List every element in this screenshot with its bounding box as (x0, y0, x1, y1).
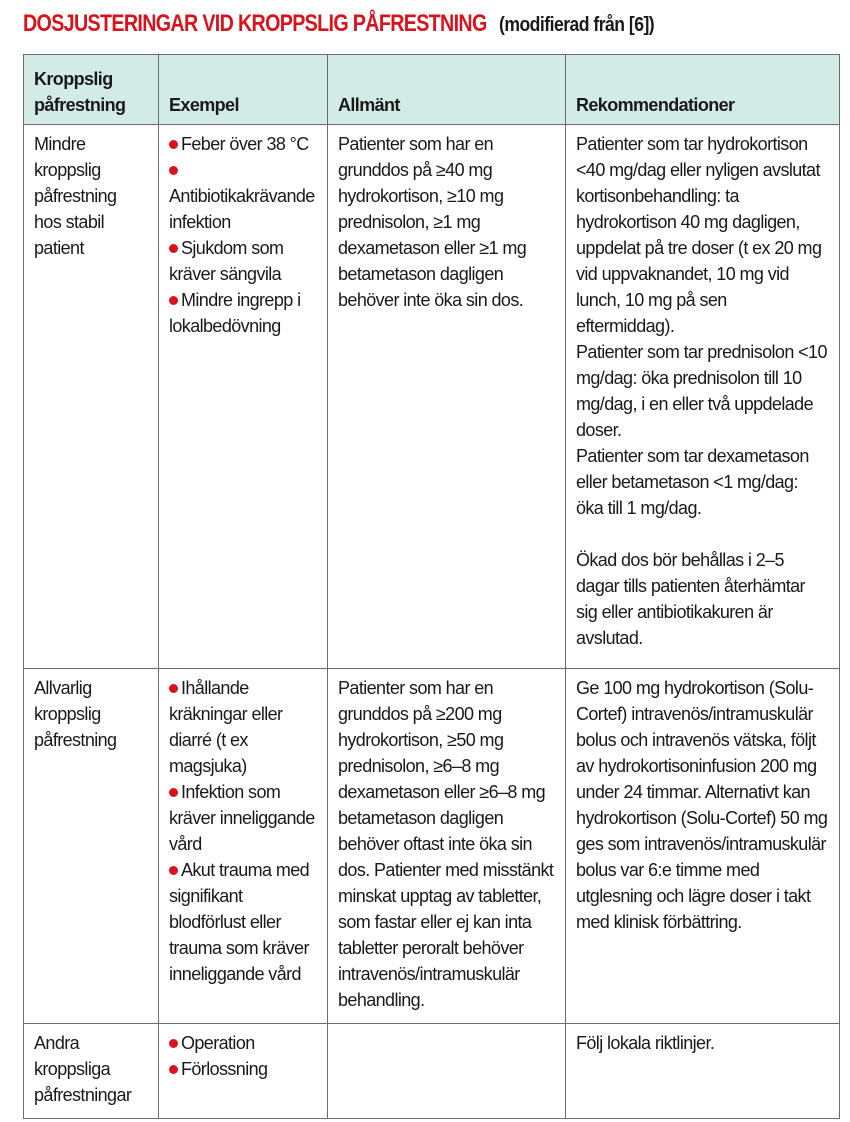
bullet-icon (169, 788, 178, 797)
example-item: Feber över 38 °C (169, 131, 317, 157)
cell-general: Patienter som har en grunddos på ≥200 mg hydrokortison, ≥50 mg prednisolon, ≥6–8 mg dexametason eller ≥6–8 mg betametason dagligen behöver oftast inte öka sin dos. Patienter med misstänkt minskat upptag av tabletter, som fastar eller ej kan inta tabletter peroralt behöver intravenös/intramuskulär behandling. (328, 669, 566, 1024)
recommendation-paragraph: Patienter som tar dexametason eller betametason <1 mg/dag: öka till 1 mg/dag. (576, 446, 809, 518)
example-item: Mindre ingrepp i lokalbedövning (169, 290, 301, 336)
bullet-icon (169, 1065, 178, 1074)
header-stress-level: Kroppslig påfrestning (24, 55, 159, 125)
paragraph-spacer (576, 521, 829, 547)
example-item: Antibiotikakrävande infektion (169, 157, 317, 235)
cell-category: Andra kroppsliga påfrestningar (24, 1024, 159, 1119)
cell-examples (159, 669, 328, 1024)
cell-recommendations (566, 125, 840, 669)
bullet-icon (169, 684, 178, 693)
bullet-icon (169, 1039, 178, 1048)
recommendation-paragraph: Patienter som tar prednisolon <10 mg/dag: öka prednisolon till 10 mg/dag, i en eller två uppdelade doser. (576, 342, 827, 440)
bullet-icon (169, 140, 178, 149)
recommendation-paragraph: Ökad dos bör behållas i 2–5 dagar tills patienten återhämtar sig eller antibiotikakuren är avslutad. (576, 550, 805, 648)
page-title (23, 10, 675, 38)
cell-examples (159, 1024, 328, 1119)
example-item: Akut trauma med signifikant blodförlust eller trauma som kräver inneliggande vård (169, 860, 310, 984)
table-row (24, 669, 840, 1024)
example-item: Infektion som kräver inneliggande vård (169, 782, 315, 854)
example-item: Ihållande kräkningar eller diarré (t ex magsjuka) (169, 678, 283, 776)
bullet-icon (169, 866, 178, 875)
header-recommendations: Rekommendationer (566, 55, 840, 125)
header-general: Allmänt (328, 55, 566, 125)
table-row (24, 125, 840, 669)
cell-recommendations (566, 669, 840, 1024)
cell-recommendations (566, 1024, 840, 1119)
cell-general: Patienter som har en grunddos på ≥40 mg hydrokortison, ≥10 mg prednisolon, ≥1 mg dexametason eller ≥1 mg betametason dagligen behöver inte öka sin dos. (328, 125, 566, 669)
title-main: DOSJUSTERINGAR VID KROPPSLIG PÅFRESTNING (23, 10, 487, 37)
table-header-row (24, 55, 840, 125)
recommendation-paragraph: Följ lokala riktlinjer. (576, 1033, 715, 1053)
cell-examples (159, 125, 328, 669)
example-item: Sjukdom som kräver sängvila (169, 238, 284, 284)
table-row (24, 1024, 840, 1119)
bullet-icon (169, 244, 178, 253)
recommendation-paragraph: Patienter som tar hydrokortison <40 mg/dag eller nyligen avslutat kortisonbehandling: ta hydrokortison 40 mg dagligen, uppdelat på tre doser (t ex 20 mg vid uppvaknandet, 10 mg vid lunch, 10 mg på sen eftermiddag). (576, 134, 822, 336)
title-source-note: (modifierad från [6]) (498, 14, 655, 36)
example-item: Operation (169, 1030, 317, 1056)
bullet-icon (169, 166, 178, 175)
example-item: Förlossning (169, 1056, 317, 1082)
cell-general (328, 1024, 566, 1119)
cell-category: Allvarlig kroppslig påfrestning (24, 669, 159, 1024)
header-examples: Exempel (159, 55, 328, 125)
cell-category: Mindre kroppslig påfrestning hos stabil patient (24, 125, 159, 669)
recommendation-paragraph: Ge 100 mg hydrokortison (Solu-Cortef) intravenös/intramuskulär bolus och intravenös vätska, följt av hydrokortisoninfusion 200 mg under 24 timmar. Alternativt kan hydrokortison (Solu-Cortef) 50 mg ges som intravenös/intramuskulär bolus var 6:e timme med utglesning och lägre doser i takt med klinisk förbättring. (576, 678, 828, 932)
dose-adjustment-table (23, 54, 840, 1119)
bullet-icon (169, 296, 178, 305)
